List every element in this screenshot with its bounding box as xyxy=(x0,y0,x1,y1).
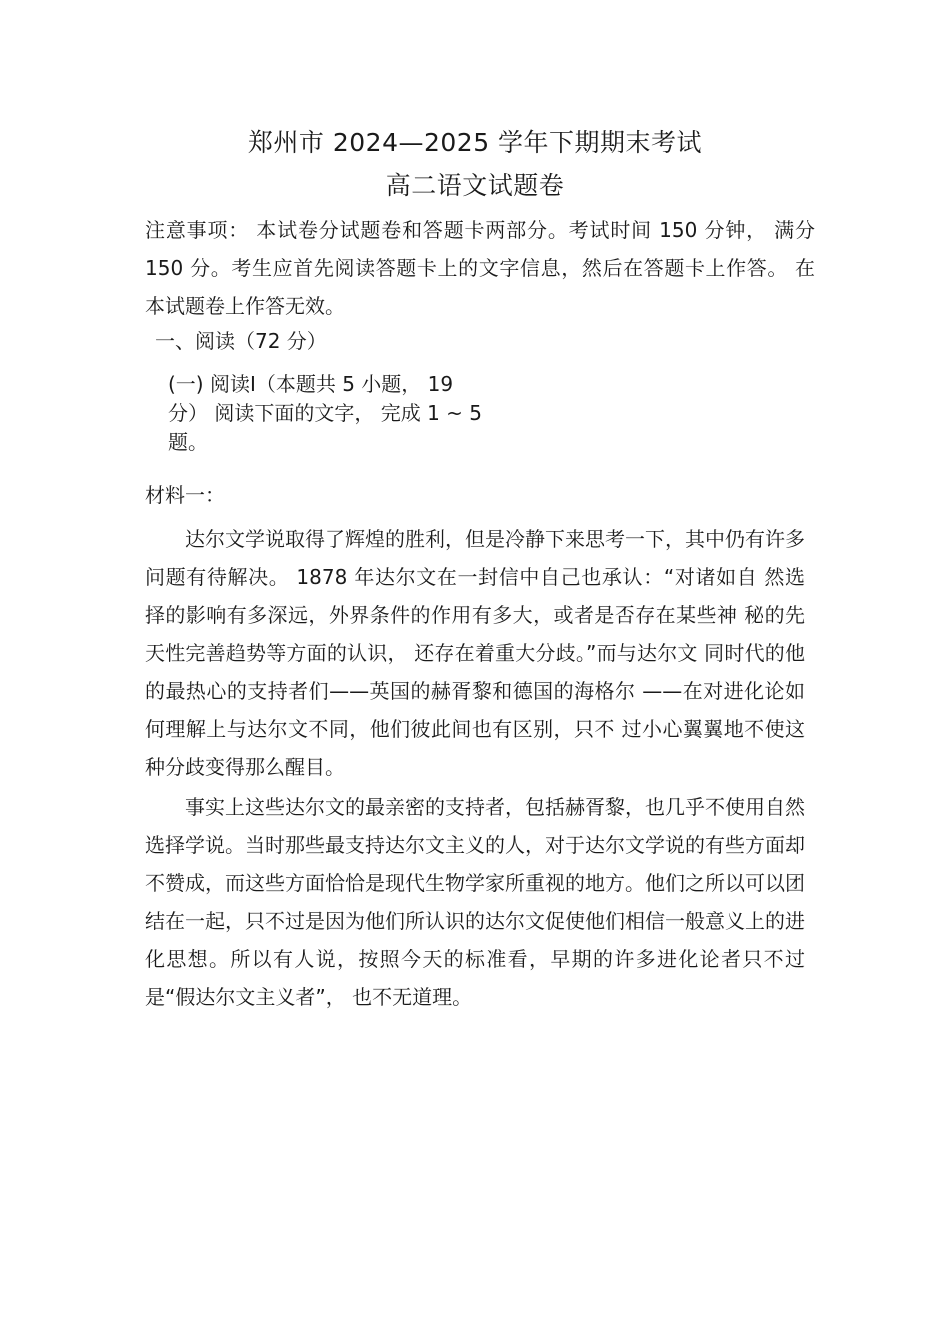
material-paragraph: 达尔文学说取得了辉煌的胜利，但是冷静下来思考一下，其中仍有许多问题有待解决。 1878 年达尔文在一封信中自己也承认：“对诸如自 然选择的影响有多深远，外界条件的作用有多大，或者是否存在某些神 秘的先天性完善趋势等方面的认识， 还存在着重大分歧。”而与达尔文 同时代的他的最热心的支持者们——英国的赫胥黎和德国的海格尔 ——在对进化论如何理解上与达尔文不同，他们彼此间也有区别，只不 过小心翼翼地不使这种分歧变得那么醒目。 xyxy=(145,527,805,779)
section-heading: 一、阅读（72 分） xyxy=(155,329,327,353)
material-label: 材料一： xyxy=(145,483,225,507)
exam-subtitle: 高二语文试题卷 xyxy=(385,171,565,200)
subsection-heading: (一) 阅读Ⅰ（本题共 5 小题， 19 分） 阅读下面的文字， 完成 1 ~ 5 题。 xyxy=(168,372,482,454)
exam-title: 郑州市 2024—2025 学年下期期末考试 xyxy=(247,128,703,157)
notice-paragraph: 注意事项： 本试卷分试题卷和答题卡两部分。考试时间 150 分钟， 满分 150 分。考生应首先阅读答题卡上的文字信息，然后在答题卡上作答。 在本试题卷上作答无效。 xyxy=(145,218,815,318)
material-paragraph: 事实上这些达尔文的最亲密的支持者，包括赫胥黎，也几乎不使用自然选择学说。当时那些最支持达尔文主义的人，对于达尔文学说的有些方面却不赞成，而这些方面恰恰是现代生物学家所重视的地方。他们之所以可以团结在一起，只不过是因为他们所认识的达尔文促使他们相信一般意义上的进化思想。所以有人说，按照今天的标准看，早期的许多进化论者只不过是“假达尔文主义者”， 也不无道理。 xyxy=(145,795,805,1009)
